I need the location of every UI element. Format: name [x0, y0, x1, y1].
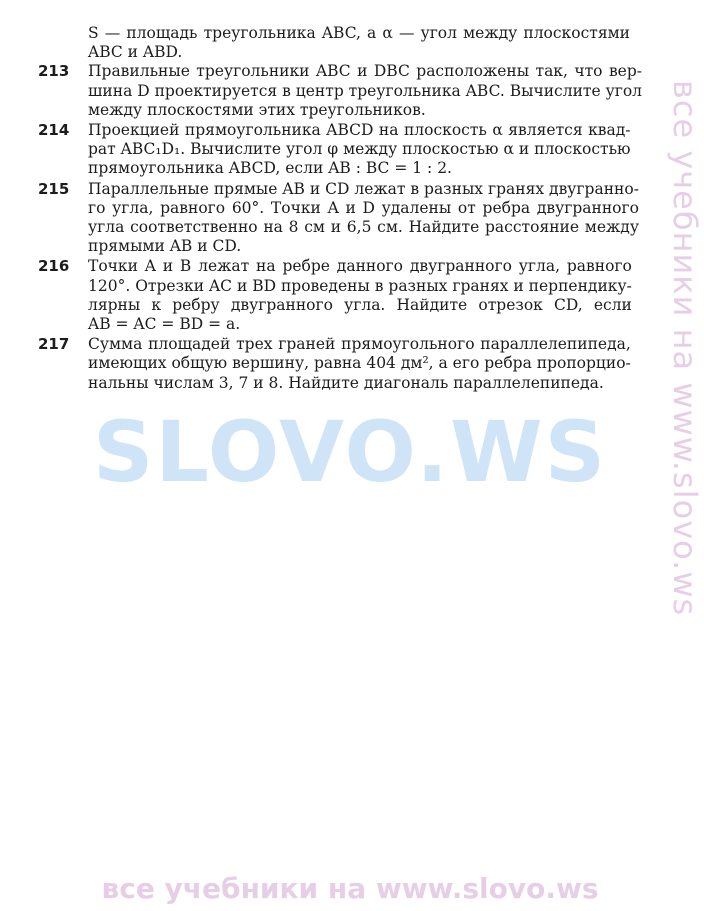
problem-text — [88, 62, 642, 120]
problem-213 — [38, 62, 643, 120]
bottom-watermark: все учебники на www.slovo.ws — [101, 872, 599, 905]
intro-text — [38, 24, 630, 62]
problem-line: прямоугольника ABCD, если AB : BC = 1 : 2. — [88, 159, 452, 178]
problem-text — [88, 257, 632, 334]
problem-line: го угла, равного 60°. Точки A и D удалены от ребра двугранного — [88, 198, 639, 217]
problem-line: Параллельные прямые AB и CD лежат в разных гранях двугранно- — [88, 179, 639, 198]
problem-line: между плоскостями этих треугольников. — [88, 100, 426, 119]
problem-line: Правильные треугольники ABC и DBC расположены так, что вер- — [88, 62, 643, 81]
problem-line: нальны числам 3, 7 и 8. Найдите диагональ параллелепипеда. — [88, 373, 604, 392]
problem-text — [88, 180, 639, 257]
problem-text — [88, 121, 631, 179]
problem-line: 120°. Отрезки AC и BD проведены в разных гранях и перпендику- — [88, 276, 632, 295]
problem-number: 213 — [38, 62, 70, 81]
side-watermark: все учебники на www.slovo.ws — [666, 80, 704, 617]
problem-214 — [38, 121, 630, 179]
problem-217 — [38, 335, 630, 393]
intro-line: S — площадь треугольника ABC, а α — угол между плоскостями — [88, 24, 630, 42]
problem-line: имеющих общую вершину, равна 404 дм², а его ребра пропорцио- — [88, 354, 631, 373]
problem-line: рат ABC₁D₁. Вычислите угол φ между плоскостью α и плоскостью — [88, 140, 631, 159]
problem-line: Точки A и B лежат на ребре данного двугранного угла, равного — [88, 257, 632, 276]
problem-line: прямыми AB и CD. — [88, 237, 242, 256]
problem-list — [38, 24, 643, 394]
problem-number: 215 — [38, 179, 70, 198]
intro-line: ABC и ABD. — [88, 43, 183, 62]
center-watermark: SLOVO.WS — [92, 403, 608, 501]
problem-text — [88, 335, 631, 393]
problem-line: Сумма площадей трех граней прямоугольного параллелепипеда, — [88, 335, 631, 354]
problem-line: шина D проектируется в центр треугольника ABC. Вычислите угол — [88, 81, 643, 100]
problem-number: 214 — [38, 121, 70, 140]
problem-215 — [38, 179, 639, 257]
problem-line: угла соответственно на 8 см и 6,5 см. Найдите расстояние между — [88, 218, 639, 237]
problem-216 — [38, 257, 630, 334]
problem-number: 217 — [38, 335, 70, 354]
problem-line: AB = AC = BD = a. — [88, 315, 241, 334]
problem-line: Проекцией прямоугольника ABCD на плоскость α является квад- — [88, 121, 631, 140]
problem-number: 216 — [38, 257, 70, 276]
problem-line: лярны к ребру двугранного угла. Найдите отрезок CD, если — [88, 295, 632, 314]
